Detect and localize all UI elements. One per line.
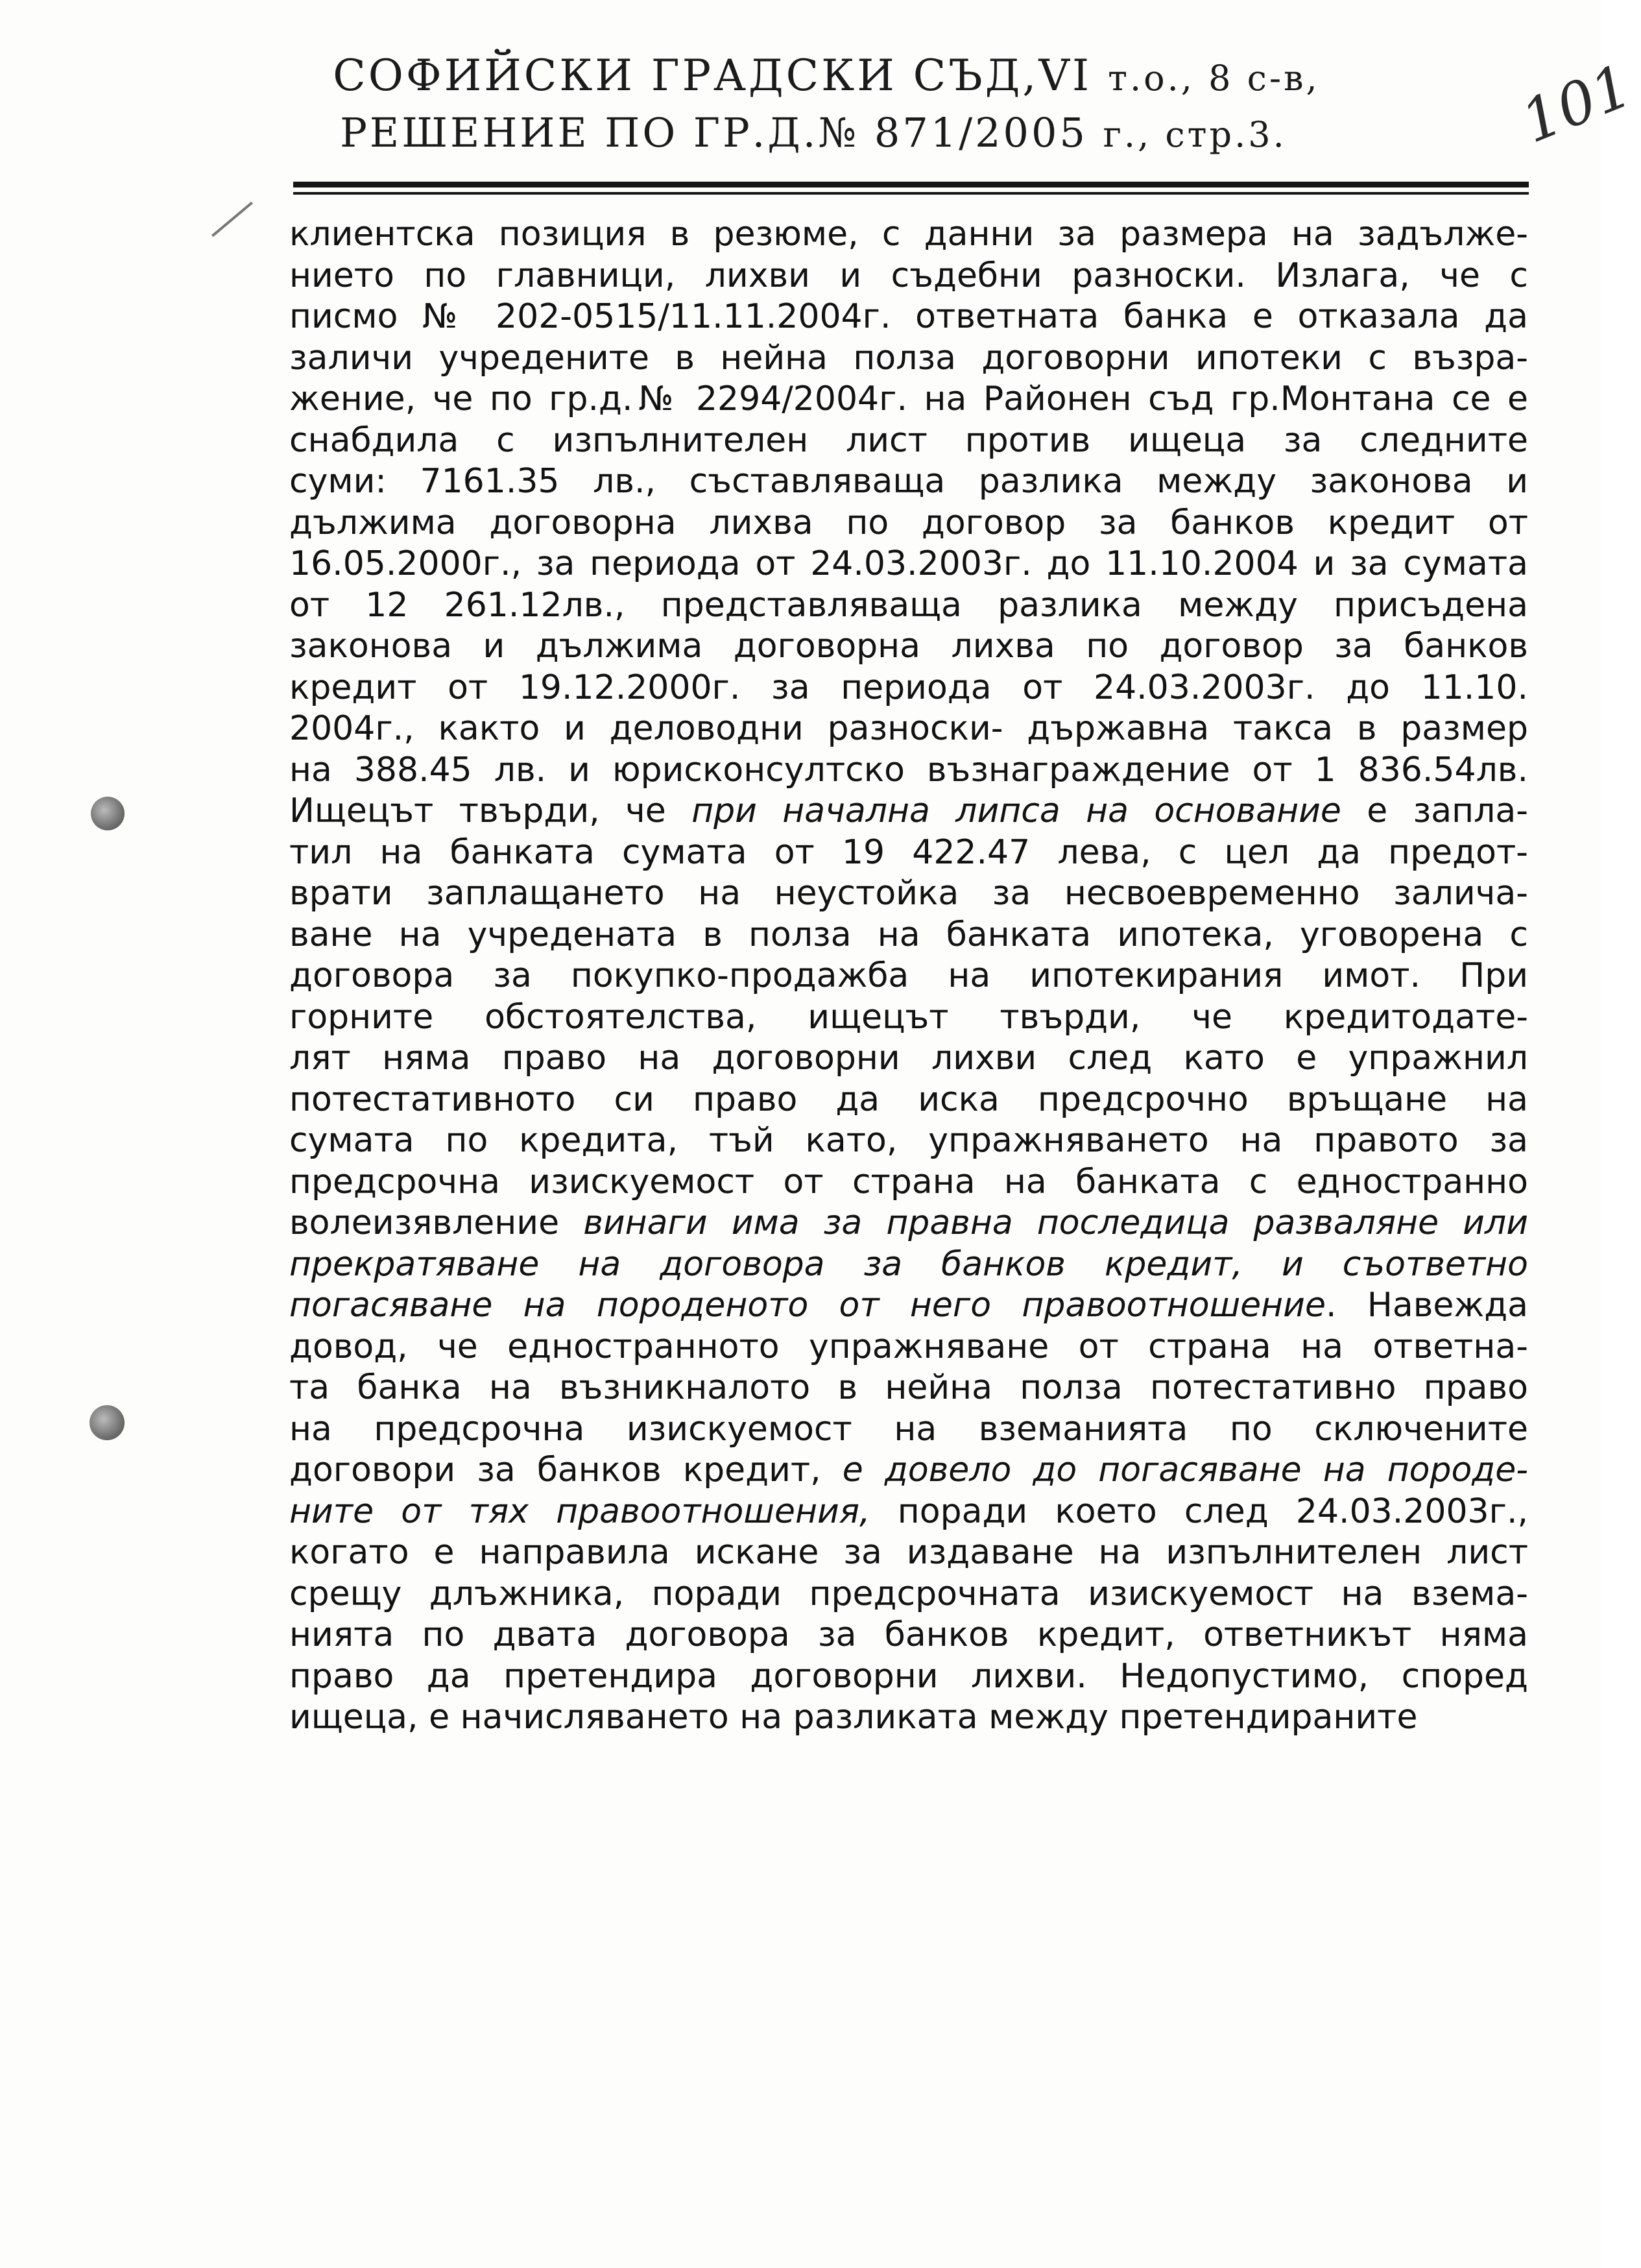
text-run: договори за банков кредит, xyxy=(289,1451,821,1490)
court-header-line-2 xyxy=(13,109,1614,156)
text-line: на 388.45 лв. и юрисконсултско възнаграждение от 1 836.54лв. xyxy=(289,750,1528,790)
text-line: жение, че по гр.д.№ 2294/2004г. на Районен съд гр.Монтана се е xyxy=(289,380,1528,418)
text-line: нието по главници, лихви и съдебни разноски. Излага, че с xyxy=(289,256,1528,295)
text-line: лят няма право на договорни лихви след като е упражнил xyxy=(289,1039,1528,1078)
italic-emphasis: при начална липса на основание xyxy=(691,791,1341,830)
header-rule-thin xyxy=(293,192,1529,195)
text-line: договора за покупко-продажба на ипотекирания имот. При xyxy=(289,956,1528,995)
text-line: заличи учредените в нейна полза договорни ипотеки с възра- xyxy=(289,338,1528,378)
court-header-line-1 xyxy=(26,51,1627,101)
text-run: поради което след 24.03.2003г., xyxy=(897,1491,1528,1531)
text-line xyxy=(289,1244,1528,1286)
italic-emphasis: е довело до погасяване на породе- xyxy=(842,1451,1528,1490)
margin-pen-mark xyxy=(211,202,253,237)
text-line: кредит от 19.12.2000г. за периода от 24.03.2003г. до 11.10. xyxy=(289,668,1528,707)
handwritten-page-number: 101 xyxy=(1512,51,1641,157)
court-division: т.о., 8 с-в, xyxy=(1108,58,1320,99)
text-line: писмо № 202-0515/11.11.2004г. ответната банка е отказала да xyxy=(289,297,1528,336)
punch-hole-icon xyxy=(91,797,125,830)
text-line: от 12 261.12лв., представляваща разлика между присъдена xyxy=(289,585,1528,625)
text-line: ищеца, е начисляването на разликата между претендираните xyxy=(289,1698,1418,1737)
text-line: довод, че едностранното упражняване от страна на ответна- xyxy=(289,1327,1528,1366)
text-line: суми: 7161.35 лв., съставляваща разлика между законова и xyxy=(289,462,1528,501)
text-line: горните обстоятелства, ищецът твърди, че кредитодате- xyxy=(289,997,1528,1037)
text-line: снабдила с изпълнителен лист против ищеца за следните xyxy=(289,420,1528,460)
italic-emphasis: погасяване на породеното от него правоотношение xyxy=(289,1286,1326,1325)
text-run: . Навежда xyxy=(1325,1286,1529,1325)
text-line: та банка на възникналото в нейна полза потестативно право xyxy=(289,1368,1528,1407)
text-line: предсрочна изискуемост от страна на банката с едностранно xyxy=(289,1162,1528,1201)
italic-emphasis: винаги има за правна последица разваляне или xyxy=(583,1203,1529,1242)
case-reference: РЕШЕНИЕ ПО ГР.Д.№ 871/2005 xyxy=(340,109,1088,156)
text-line: срещу длъжника, поради предсрочната изискуемост на взема- xyxy=(289,1574,1528,1613)
text-line: на предсрочна изискуемост на вземанията по сключените xyxy=(289,1409,1528,1449)
italic-emphasis: прекратяване на договора за банков кредит, и съответно xyxy=(289,1244,1528,1284)
text-line: право да претендира договорни лихви. Недопустимо, според xyxy=(289,1656,1528,1696)
text-line: врати заплащането на неустойка за несвоевременно залича- xyxy=(289,874,1528,913)
text-line: клиентска позиция в резюме, с данни за размера на задълже- xyxy=(289,215,1528,254)
text-run: Ищецът твърди, че xyxy=(289,791,666,830)
header-rule-thick xyxy=(293,182,1529,187)
text-line xyxy=(289,1450,1528,1491)
text-line: тил на банката сумата от 19 422.47 лева, с цел да предот- xyxy=(289,832,1528,872)
page-reference: г., стр.3. xyxy=(1103,114,1287,155)
decision-body-text xyxy=(289,214,1535,1739)
text-line xyxy=(289,1491,1528,1533)
text-line: ване на учредената в полза на банката ипотека, уговорена с xyxy=(289,915,1528,954)
text-line: сумата по кредита, тъй като, упражняването на правото за xyxy=(289,1121,1528,1160)
text-line xyxy=(289,1285,1528,1327)
text-run: волеизявление xyxy=(289,1203,560,1242)
text-line: 2004г., както и деловодни разноски- държавна такса в размер xyxy=(289,709,1528,748)
italic-emphasis: ните от тях правоотношения, xyxy=(289,1491,870,1531)
text-line: нията по двата договора за банков кредит, ответникът няма xyxy=(289,1615,1528,1654)
text-line xyxy=(289,791,1528,832)
text-run: е запла- xyxy=(1367,791,1529,830)
text-line: потестативното си право да иска предсрочно връщане на xyxy=(289,1080,1528,1119)
punch-hole-icon xyxy=(90,1405,125,1440)
text-line: когато е направила искане за издаване на изпълнителен лист xyxy=(289,1533,1528,1572)
text-line xyxy=(289,1203,1528,1244)
text-line: 16.05.2000г., за периода от 24.03.2003г. до 11.10.2004 и за сумата xyxy=(289,544,1528,583)
text-line: законова и дължима договорна лихва по договор за банков xyxy=(289,627,1528,666)
text-line: дължима договорна лихва по договор за банков кредит от xyxy=(289,503,1528,542)
court-name: СОФИЙСКИ ГРАДСКИ СЪД,VI xyxy=(333,51,1092,101)
